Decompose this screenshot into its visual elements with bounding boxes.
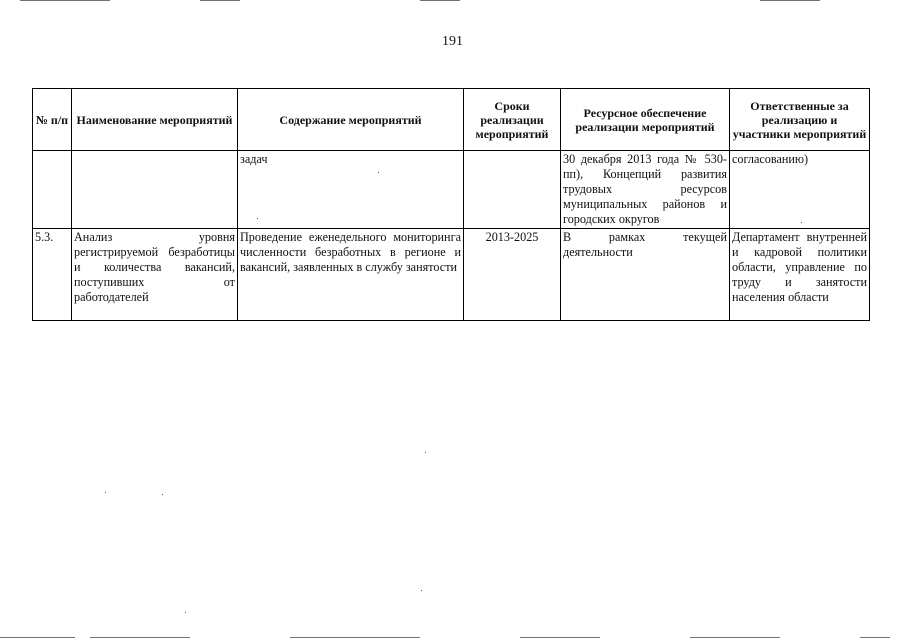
cell-name [72, 151, 238, 229]
scan-speck [162, 494, 163, 495]
header-content: Содержание мероприятий [238, 89, 464, 151]
page-number: 191 [442, 34, 463, 49]
cell-content: Проведение еженедельного мониторинга численности безработных в регионе и вакансий, заявленных в службу занятости [238, 229, 464, 321]
cell-number [33, 151, 72, 229]
scan-artifact-line [20, 0, 110, 1]
scan-artifact-line [520, 637, 600, 638]
cell-resources: 30 декабря 2013 года № 530-пп), Концепций развития трудовых ресурсов муниципальных районов и городских округов [561, 151, 730, 229]
cell-content: задач [238, 151, 464, 229]
scan-artifact-line [760, 0, 820, 1]
scan-speck [105, 492, 106, 493]
scan-speck [425, 452, 426, 453]
cell-name: Анализ уровня регистрируемой безработицы и количества вакансий, поступивших от работодателей [72, 229, 238, 321]
cell-responsible: Департамент внутренней и кадровой политики области, управление по труду и занятости населения области [730, 229, 870, 321]
table-row [33, 229, 870, 321]
header-period: Сроки реализации мероприятий [464, 89, 561, 151]
scan-artifact-line [290, 637, 420, 638]
cell-responsible: согласованию) [730, 151, 870, 229]
cell-number: 5.3. [33, 229, 72, 321]
header-number: № п/п [33, 89, 72, 151]
cell-period: 2013-2025 [464, 229, 561, 321]
header-resources: Ресурсное обеспечение реализации мероприятий [561, 89, 730, 151]
scan-speck [185, 612, 186, 613]
scan-artifact-line [90, 637, 190, 638]
header-name: Наименование мероприятий [72, 89, 238, 151]
scan-artifact-line [420, 0, 460, 1]
cell-resources: В рамках текущей деятельности [561, 229, 730, 321]
table-row [33, 151, 870, 229]
cell-period [464, 151, 561, 229]
scan-artifact-line [0, 637, 75, 638]
scan-speck [421, 590, 422, 591]
scan-artifact-line [860, 637, 890, 638]
table-header-row [33, 89, 870, 151]
scan-artifact-line [690, 637, 780, 638]
measures-table [32, 88, 870, 321]
scan-artifact-line [200, 0, 240, 1]
header-responsible: Ответственные за реализацию и участники мероприятий [730, 89, 870, 151]
